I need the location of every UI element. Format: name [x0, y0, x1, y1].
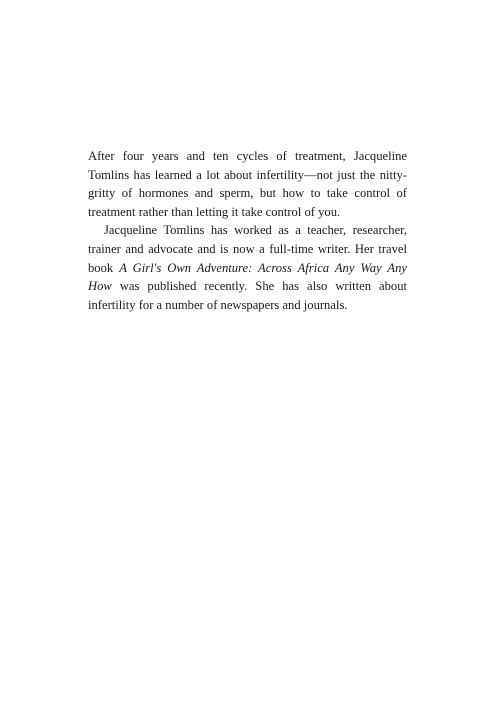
bio-paragraph-2-rest: was published recently. She has also written about infertility for a number of newspapers and journals.: [88, 279, 407, 312]
book-title: A Girl's Own Adventure: Across Africa Any Way Any How: [88, 260, 407, 294]
bio-paragraph-2: [88, 221, 407, 314]
bio-paragraph-1: After four years and ten cycles of treatment, Jacqueline Tomlins has learned a lot about infertility—not just the nitty-gritty of hormones and sperm, but how to take control of treatment rather than letting it take control of you.: [88, 149, 407, 219]
bio-paragraph-2-intro: Jacqueline Tomlins has worked as a teacher, researcher, trainer and advocate and is now a full-time writer. Her travel book: [88, 223, 407, 275]
author-bio: [88, 147, 407, 314]
